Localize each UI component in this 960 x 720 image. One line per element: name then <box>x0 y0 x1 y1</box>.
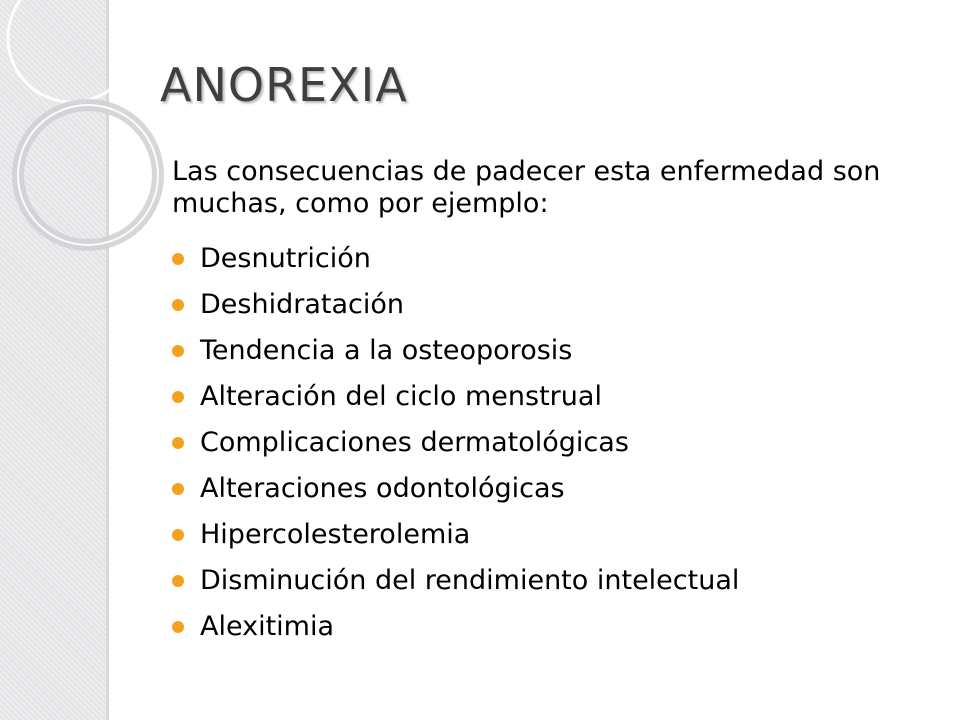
list-item <box>172 466 739 512</box>
list-item-label: Alteración del ciclo menstrual <box>200 381 602 412</box>
list-item <box>172 512 739 558</box>
list-item-label: Complicaciones dermatológicas <box>200 427 629 458</box>
list-item <box>172 328 739 374</box>
list-item <box>172 236 739 282</box>
list-item <box>172 420 739 466</box>
list-item <box>172 374 739 420</box>
bullet-dot-icon <box>172 575 184 587</box>
bullet-dot-icon <box>172 391 184 403</box>
bullet-dot-icon <box>172 345 184 357</box>
list-item-label: Alexitimia <box>200 611 335 642</box>
list-item-label: Deshidratación <box>200 289 404 320</box>
list-item <box>172 604 739 650</box>
upper-ring <box>8 0 136 102</box>
bullet-dot-icon <box>172 529 184 541</box>
bullet-dot-icon <box>172 299 184 311</box>
decorative-rings <box>0 0 200 260</box>
list-item-label: Hipercolesterolemia <box>200 519 471 550</box>
list-item-label: Desnutrición <box>200 243 371 274</box>
bullet-dot-icon <box>172 483 184 495</box>
intro-text: Las consecuencias de padecer esta enfermedad son muchas, como por ejemplo: <box>172 156 881 219</box>
list-item <box>172 558 739 604</box>
bullet-dot-icon <box>172 253 184 265</box>
bullet-dot-icon <box>172 621 184 633</box>
slide-title: ANOREXIA <box>160 58 408 112</box>
lower-ring-inner <box>18 105 158 245</box>
list-item-label: Disminución del rendimiento intelectual <box>200 565 740 596</box>
list-item-label: Alteraciones odontológicas <box>200 473 565 504</box>
list-item-label: Tendencia a la osteoporosis <box>200 335 573 366</box>
list-item <box>172 282 739 328</box>
consequences-list <box>172 236 739 650</box>
bullet-dot-icon <box>172 437 184 449</box>
